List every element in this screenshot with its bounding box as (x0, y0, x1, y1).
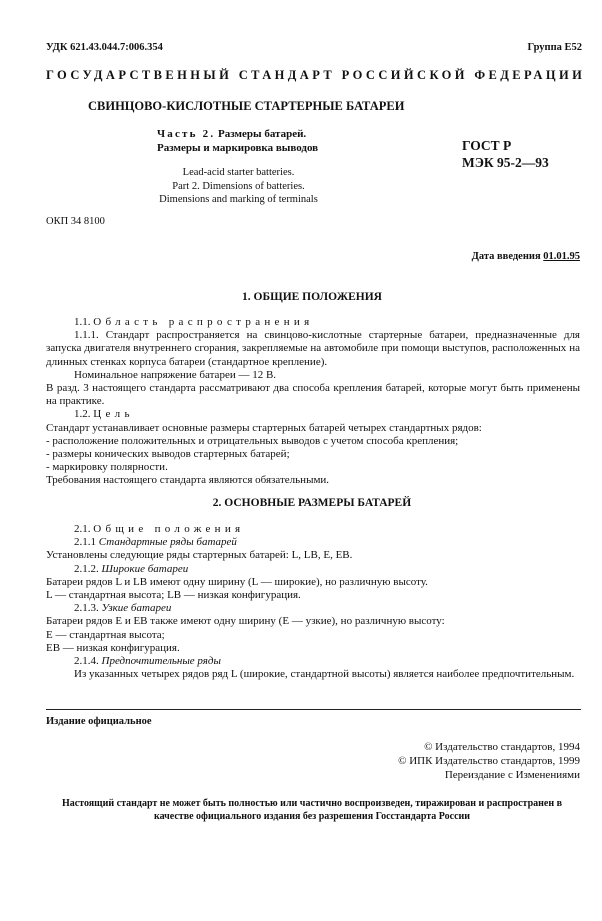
reproduction-notice: Настоящий стандарт не может быть полностью или частично воспроизведен, тиражирован и распространен в качестве официального издания без разрешения Госстандарта России (61, 798, 563, 822)
paragraph (46, 563, 580, 576)
list-item: - расположение положительных и отрицательных выводов с учетом способа крепления; (46, 434, 459, 447)
paragraph (46, 408, 580, 421)
clause-title: Стандартные ряды батарей (98, 536, 237, 549)
paragraph: Требования настоящего стандарта являются обязательными. (46, 474, 330, 487)
copyright-block (398, 740, 580, 782)
paragraph: L — стандартная высота; LB — низкая конфигурация. (46, 589, 301, 602)
official-edition-label: Издание официальное (46, 716, 152, 727)
clause-number: 1.1. (74, 316, 91, 328)
section-body-dimensions (46, 523, 580, 681)
udk-code: УДК 621.43.044.7:006.354 (46, 42, 163, 53)
clause-title: Предпочтительные ряды (101, 655, 221, 668)
paragraph: Батареи рядов L и LB имеют одну ширину (L — широкие), но различную высоту. (46, 575, 428, 588)
clause-title: Широкие батареи (101, 562, 189, 575)
gost-number-block (462, 137, 549, 171)
paragraph (46, 602, 580, 615)
english-title-line: Lead-acid starter batteries. (182, 167, 295, 178)
clause-title: Узкие батареи (101, 602, 172, 615)
clause-number: 2.1.3. (74, 602, 99, 615)
paragraph: E — стандартная высота; (46, 628, 165, 641)
clause-title: Общие положения (93, 523, 245, 535)
document-title: СВИНЦОВО-КИСЛОТНЫЕ СТАРТЕРНЫЕ БАТАРЕИ (88, 99, 405, 113)
paragraph: Стандарт устанавливает основные размеры стартерных батарей четырех стандартных рядов: (46, 421, 482, 434)
gost-number: МЭК 95-2—93 (462, 155, 549, 170)
paragraph (46, 523, 580, 536)
clause-title: Область распространения (93, 316, 314, 328)
paragraph (46, 655, 580, 668)
paragraph: В разд. 3 настоящего стандарта рассматривают два способа крепления батарей, которые могут быть применены на практике. (46, 382, 580, 408)
part-title: Размеры батарей. (218, 128, 307, 140)
footer-divider (46, 709, 581, 710)
state-standard-heading: ГОСУДАРСТВЕННЫЙ СТАНДАРТ РОССИЙСКОЙ ФЕДЕРАЦИИ (46, 68, 586, 82)
list-item: - маркировку полярности. (46, 461, 168, 474)
list-item: - размеры конических выводов стартерных батарей; (46, 448, 290, 461)
copyright-line: © ИПК Издательство стандартов, 1999 (398, 755, 580, 767)
paragraph: Батареи рядов E и EB также имеют одну ширину (E — узкие), но различную высоту: (46, 615, 445, 628)
effective-date (472, 251, 580, 262)
clause-number: 2.1.2. (74, 562, 99, 575)
clause-number: 2.1.4. (74, 655, 99, 668)
english-title-line: Dimensions and marking of terminals (159, 194, 318, 205)
part-subtitle: Размеры и маркировка выводов (157, 142, 319, 154)
part-label: Часть 2. (157, 128, 216, 140)
effective-date-value: 01.01.95 (543, 251, 580, 262)
okp-code: ОКП 34 8100 (46, 216, 105, 227)
group-code: Группа E52 (527, 42, 582, 53)
clause-title: Цель (93, 408, 134, 421)
effective-date-label: Дата введения (471, 251, 541, 262)
english-title-line: Part 2. Dimensions of batteries. (172, 180, 305, 192)
paragraph: EB — низкая конфигурация. (46, 641, 180, 654)
paragraph: Номинальное напряжение батареи — 12 В. (74, 368, 277, 381)
paragraph: Установлены следующие ряды стартерных батарей: L, LB, E, EB. (46, 549, 353, 562)
section-heading-general: 1. ОБЩИЕ ПОЛОЖЕНИЯ (242, 291, 382, 303)
paragraph: Из указанных четырех рядов ряд L (широкие, стандартной высоты) является наиболее предпочтительным. (74, 668, 575, 681)
section-body-general (46, 316, 580, 488)
reissue-note: Переиздание с Изменениями (444, 769, 580, 781)
gost-label: ГОСТ Р (462, 138, 512, 153)
clause-number: 2.1. (74, 523, 91, 535)
paragraph (46, 316, 580, 329)
copyright-line: © Издательство стандартов, 1994 (424, 741, 580, 753)
english-title (152, 166, 325, 207)
clause-number: 2.1.1 (74, 536, 96, 549)
clause-number: 1.2. (74, 408, 91, 421)
paragraph: 1.1.1. Стандарт распространяется на свинцово-кислотные стартерные батареи, предназначенные для запуска двигателя внутреннего сгорания, закрепляемые на автомобиле при помощи выступов, расположенных на длинных стенках корпуса батареи (стандартное крепление). (46, 329, 580, 368)
section-heading-dimensions: 2. ОСНОВНЫЕ РАЗМЕРЫ БАТАРЕЙ (212, 497, 412, 509)
part-title-block (157, 127, 318, 155)
paragraph (46, 536, 580, 549)
